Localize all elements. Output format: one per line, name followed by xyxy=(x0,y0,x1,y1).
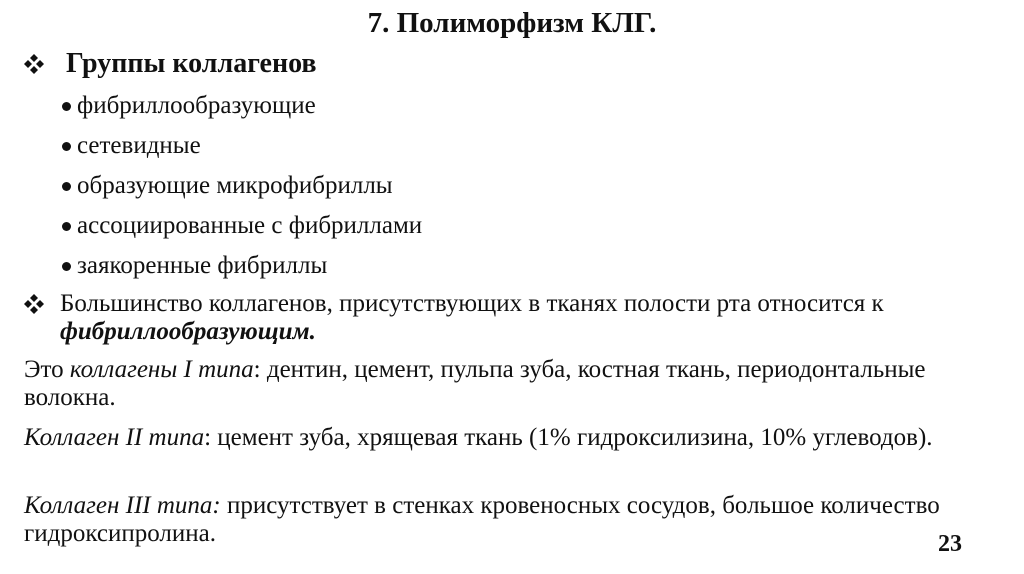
list-item-text: ассоциированные с фибриллами xyxy=(77,212,423,239)
collagen-groups-list xyxy=(60,86,422,286)
list-item xyxy=(60,166,422,206)
slide-title: 7. Полиморфизм КЛГ. xyxy=(367,7,657,39)
diamond-bullet-icon xyxy=(24,294,44,314)
dot-bullet-icon xyxy=(62,142,71,151)
list-item-text: образующие микрофибриллы xyxy=(77,172,393,199)
paragraph-type-2 xyxy=(24,424,1004,452)
paragraph-body: : дентин, цемент, пульпа зуба, костная ткань, периодонтальные волокна. xyxy=(24,356,926,411)
list-item xyxy=(60,86,422,126)
list-item xyxy=(60,246,422,286)
dot-bullet-icon xyxy=(62,182,71,191)
section-heading-text: Группы коллагенов xyxy=(66,48,317,79)
dot-bullet-icon xyxy=(62,262,71,271)
note-block xyxy=(24,290,1004,346)
paragraph-type-3 xyxy=(24,492,1004,548)
diamond-bullet-icon xyxy=(24,54,44,74)
dot-bullet-icon xyxy=(62,102,71,111)
paragraph-body: : цемент зуба, хрящевая ткань (1% гидроксилизина, 10% углеводов). xyxy=(204,424,933,451)
paragraph-term: Коллаген II типа xyxy=(24,424,205,451)
list-item-text: сетевидные xyxy=(77,132,201,159)
list-item-text: фибриллообразующие xyxy=(77,92,316,119)
paragraph-prefix: Это xyxy=(24,356,70,383)
list-item-text: заякоренные фибриллы xyxy=(77,252,328,279)
paragraph-body: присутствует в стенках кровеносных сосудов, большое количество гидроксипролина. xyxy=(24,492,940,547)
list-item xyxy=(60,126,422,166)
note-emphasis: фибриллообразующим. xyxy=(60,318,316,345)
paragraph-term: коллагены I типа xyxy=(69,356,254,383)
page-number: 23 xyxy=(938,531,962,557)
section-heading xyxy=(24,48,317,80)
dot-bullet-icon xyxy=(62,222,71,231)
list-item xyxy=(60,206,422,246)
note-text xyxy=(60,290,1004,346)
paragraph-term: Коллаген III типа: xyxy=(24,492,221,519)
note-body: Большинство коллагенов, присутствующих в тканях полости рта относится к xyxy=(60,290,884,317)
paragraph-type-1 xyxy=(24,356,1004,412)
